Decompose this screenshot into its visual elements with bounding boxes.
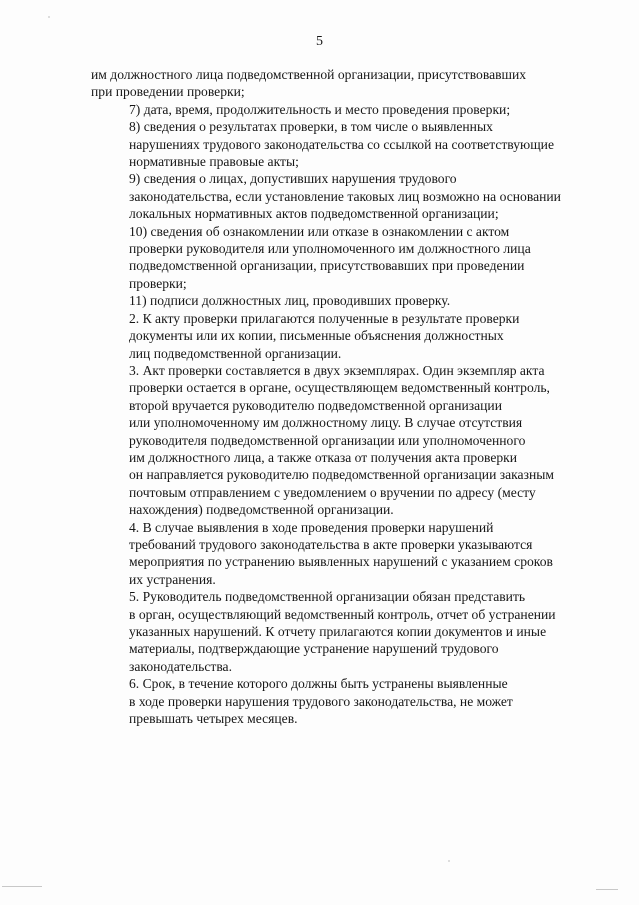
text-line: документы или их копии, письменные объяснения должностных (129, 328, 504, 344)
text-line: проверки; (129, 275, 187, 291)
text-line: проверки остается в органе, осуществляющем ведомственный контроль, (129, 380, 550, 396)
paragraph-list-item-9 (91, 170, 596, 222)
paragraph-section-4 (91, 519, 596, 589)
paragraph-list-item-7 (91, 101, 596, 118)
paragraph-list-item-11 (91, 292, 596, 309)
paragraph-list-item-8 (91, 118, 596, 170)
text-line: указанных нарушений. К отчету прилагаются копии документов и иные (129, 624, 547, 639)
text-line: их устранения. (129, 571, 216, 587)
text-line: им должностного лица, а также отказа от получения акта проверки (129, 449, 518, 465)
text-line: 7) дата, время, продолжительность и место проведения проверки; (129, 101, 511, 117)
paragraph-section-3 (91, 362, 596, 519)
paragraph-list-item-6-continuation (91, 66, 596, 101)
text-line: нарушениях трудового законодательства со ссылкой на соответствующие (129, 136, 554, 152)
paragraph-list-item-10 (91, 223, 596, 293)
document-body (91, 66, 596, 727)
paragraph-section-2 (91, 310, 596, 362)
text-line: законодательства, если установление таковых лиц возможно на основании (129, 188, 561, 204)
scan-artifact-line (596, 889, 618, 890)
scan-artifact-line (2, 886, 42, 887)
text-line: при проведении проверки; (91, 84, 245, 100)
text-line: мероприятия по устранению выявленных нарушений с указанием сроков (129, 554, 553, 570)
text-line: он направляется руководителю подведомственной организации заказным (129, 467, 554, 483)
text-line: 4. В случае выявления в ходе проведения проверки нарушений (129, 519, 494, 535)
text-line: локальных нормативных актов подведомственной организации; (129, 206, 499, 222)
page-number: 5 (316, 34, 323, 49)
paragraph-section-6 (91, 675, 596, 727)
text-line: нормативные правовые акты; (129, 154, 299, 170)
text-line: второй вручается руководителю подведомственной организации (129, 397, 502, 413)
text-line: почтовым отправлением с уведомлением о вручении по адресу (месту (129, 484, 536, 500)
text-line: 10) сведения об ознакомлении или отказе в ознакомлении с актом (129, 223, 510, 239)
text-line: 2. К акту проверки прилагаются полученные в результате проверки (129, 310, 520, 326)
text-line: 6. Срок, в течение которого должны быть устранены выявленные (129, 676, 508, 692)
text-line: или уполномоченному им должностному лицу. В случае отсутствия (129, 415, 523, 431)
text-line: лиц подведомственной организации. (129, 345, 342, 361)
text-line: 9) сведения о лицах, допустивших нарушения трудового (129, 171, 457, 187)
text-line: материалы, подтверждающие устранение нарушений трудового (129, 641, 499, 657)
text-line: им должностного лица подведомственной организации, присутствовавших (91, 67, 527, 82)
scan-speck (448, 860, 450, 862)
text-line: 11) подписи должностных лиц, проводивших проверку. (129, 293, 451, 309)
text-line: 8) сведения о результатах проверки, в том числе о выявленных (129, 119, 493, 135)
text-line: в орган, осуществляющий ведомственный контроль, отчет об устранении (129, 606, 556, 622)
text-line: нахождения) подведомственной организации. (129, 502, 394, 518)
text-line: руководителя подведомственной организации или уполномоченного (129, 432, 526, 448)
text-line: законодательства. (129, 658, 232, 674)
text-line: требований трудового законодательства в акте проверки указываются (129, 536, 533, 552)
text-line: 3. Акт проверки составляется в двух экземплярах. Один экземпляр акта (129, 362, 545, 378)
text-line: превышать четырех месяцев. (129, 711, 298, 727)
text-line: в ходе проверки нарушения трудового законодательства, не может (129, 693, 513, 709)
paragraph-section-5 (91, 588, 596, 675)
scan-speck (48, 16, 50, 18)
text-line: проверки руководителя или уполномоченного им должностного лица (129, 241, 531, 257)
text-line: 5. Руководитель подведомственной организации обязан представить (129, 589, 526, 605)
text-line: подведомственной организации, присутствовавших при проведении (129, 258, 525, 274)
